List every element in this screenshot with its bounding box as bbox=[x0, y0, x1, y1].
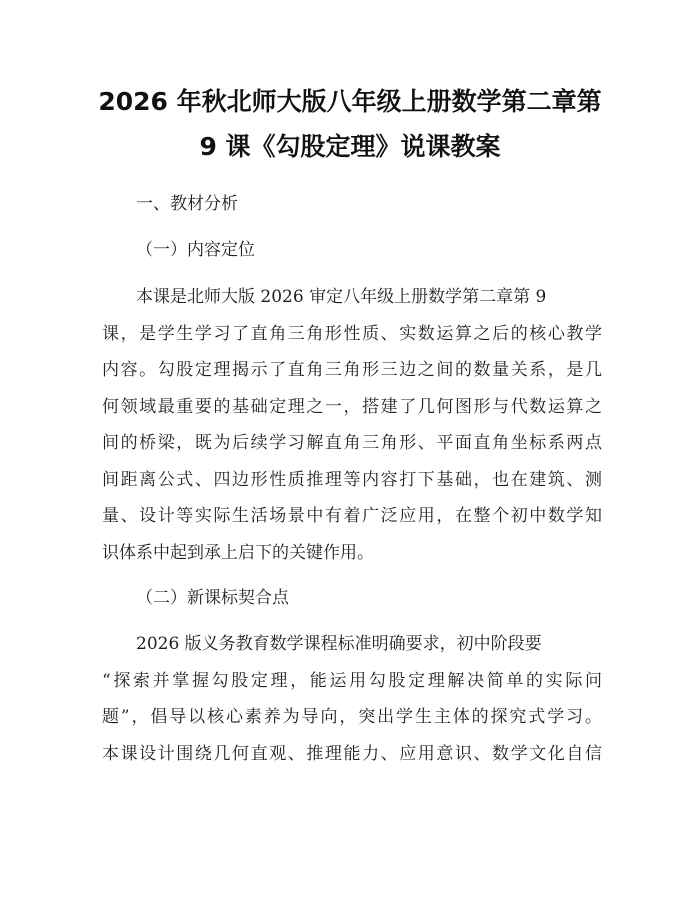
paragraph-line: 本课设计围绕几何直观、推理能力、应用意识、数学文化自信 bbox=[102, 744, 602, 764]
paragraph-line: “探索并掌握勾股定理，能运用勾股定理解决简单的实际问 bbox=[102, 671, 602, 691]
paragraph-line: 本课是北师大版 2026 审定八年级上册数学第二章第 9 bbox=[136, 287, 547, 307]
paragraph-line: 间的桥梁，既为后续学习解直角三角形、平面直角坐标系两点 bbox=[102, 433, 602, 453]
document-title-line-1: 2026 年秋北师大版八年级上册数学第二章第 bbox=[98, 87, 602, 116]
paragraph-line: 题”，倡导以核心素养为导向，突出学生主体的探究式学习。 bbox=[102, 707, 602, 727]
paragraph-line: 量、设计等实际生活场景中有着广泛应用，在整个初中数学知 bbox=[102, 506, 602, 526]
paragraph-line: 课，是学生学习了直角三角形性质、实数运算之后的核心教学 bbox=[102, 324, 602, 344]
paragraph-line: 何领域最重要的基础定理之一，搭建了几何图形与代数运算之 bbox=[102, 397, 602, 417]
paragraph-line: 识体系中起到承上启下的关键作用。 bbox=[102, 543, 374, 563]
subsection-heading-content-position: （一）内容定位 bbox=[136, 240, 255, 260]
subsection-heading-curriculum-standard: （二）新课标契合点 bbox=[136, 588, 289, 608]
document-title-line-2: 9 课《勾股定理》说课教案 bbox=[199, 132, 501, 161]
section-heading: 一、教材分析 bbox=[136, 194, 238, 214]
paragraph-line: 内容。勾股定理揭示了直角三角形三边之间的数量关系，是几 bbox=[102, 360, 602, 380]
paragraph-line: 间距离公式、四边形性质推理等内容打下基础，也在建筑、测 bbox=[102, 470, 602, 490]
paragraph-line: 2026 版义务教育数学课程标准明确要求，初中阶段要 bbox=[136, 634, 542, 654]
